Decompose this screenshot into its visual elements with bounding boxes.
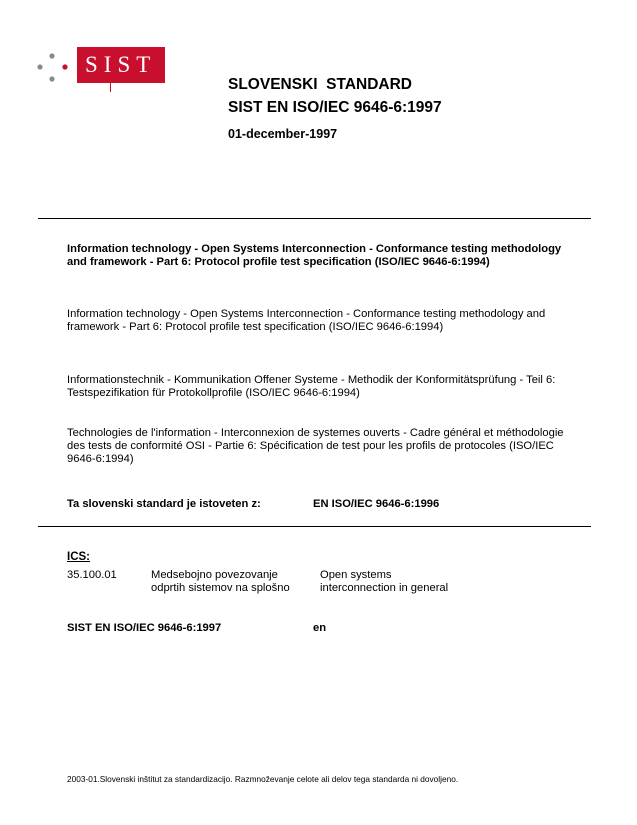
ics-desc-sl: Medsebojno povezovanje odprtih sistemov na splošno xyxy=(151,569,290,594)
ics-desc-en: Open systems interconnection in general xyxy=(320,569,449,594)
logo-rule xyxy=(110,83,111,92)
identity-value: EN ISO/IEC 9646-6:1996 xyxy=(313,498,440,510)
standard-type: SLOVENSKI STANDARD xyxy=(228,76,413,93)
logo-dots-icon xyxy=(36,52,76,86)
bottom-divider xyxy=(38,526,591,527)
publication-date: 01-december-1997 xyxy=(228,127,338,141)
ics-label: ICS: xyxy=(67,551,90,563)
title-bold: Information technology - Open Systems Interconnection - Conformance testing methodology and framework - Part 6: Protocol profile test specification (ISO/IEC 9646-6:1994) xyxy=(67,243,562,268)
footer-note: 2003-01.Slovenski inštitut za standardizacijo. Razmnoževanje celote ali delov tega standarda ni dovoljeno. xyxy=(67,774,459,784)
top-divider xyxy=(38,218,591,219)
identity-label: Ta slovenski standard je istoveten z: xyxy=(67,498,261,510)
title-french: Technologies de l'information - Interconnexion de systemes ouverts - Cadre général et méthodologie des tests de conformité OSI - Partie 6: Spécification de test pour les profils de protocoles (ISO/IEC 9646-6:1994) xyxy=(67,427,564,465)
title-german: Informationstechnik - Kommunikation Offener Systeme - Methodik der Konformitätsprüfung - Teil 6: Testspezifikation für Protokollprofile (ISO/IEC 9646-6:1994) xyxy=(67,374,556,399)
ics-code: 35.100.01 xyxy=(67,569,117,581)
bottom-standard-id: SIST EN ISO/IEC 9646-6:1997 xyxy=(67,622,222,634)
sist-logo: SIST xyxy=(77,47,165,83)
standard-id: SIST EN ISO/IEC 9646-6:1997 xyxy=(228,99,442,116)
language-code: en xyxy=(313,622,327,634)
title-plain: Information technology - Open Systems Interconnection - Conformance testing methodology and framework - Part 6: Protocol profile test specification (ISO/IEC 9646-6:1994) xyxy=(67,308,546,333)
